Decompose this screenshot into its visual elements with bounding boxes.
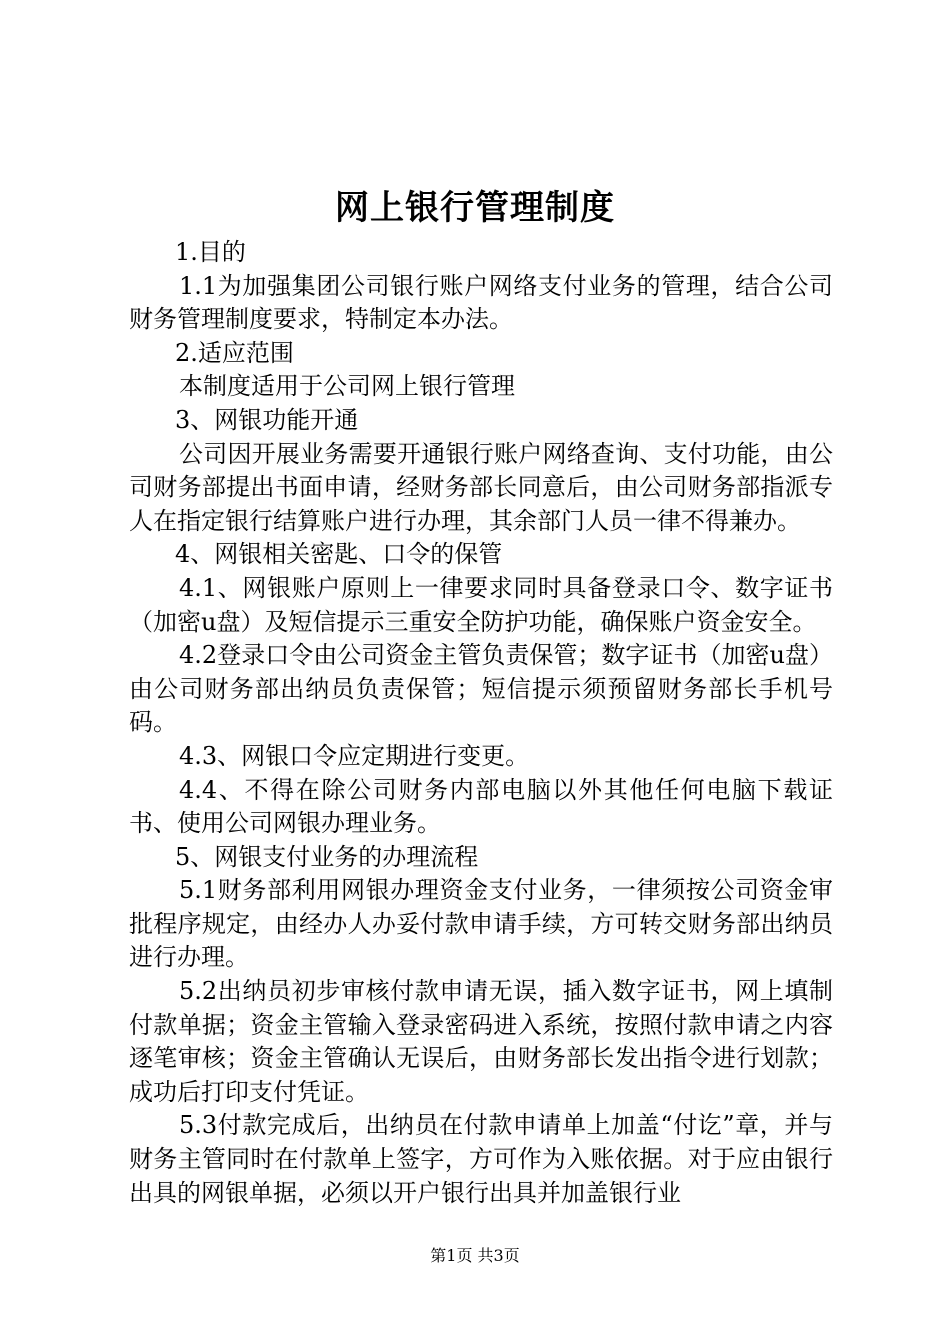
document-body [129,236,833,1210]
document-title: 网上银行管理制度 [335,188,615,228]
paragraph: 1.1为加强集团公司银行账户网络支付业务的管理，结合公司财务管理制度要求，特制定本办法。 [129,271,833,334]
paragraph: 4.3、网银口令应定期进行变更。 [179,741,530,770]
section-heading: 4、网银相关密匙、口令的保管 [175,540,503,569]
paragraph: 4.2登录口令由公司资金主管负责保管；数字证书（加密u盘）由公司财务部出纳员负责保管；短信提示须预留财务部长手机号码。 [129,641,833,737]
page-number-footer: 第1页 共3页 [430,1246,520,1265]
section-heading: 3、网银功能开通 [175,405,359,434]
paragraph: 4.1、网银账户原则上一律要求同时具备登录口令、数字证书（加密u盘）及短信提示三重安全防护功能，确保账户资金安全。 [129,573,833,636]
paragraph: 5.3付款完成后，出纳员在付款申请单上加盖“付讫”章，并与财务主管同时在付款单上签字，方可作为入账依据。对于应由银行出具的网银单据，必须以开户银行出具并加盖银行业 [129,1111,833,1207]
paragraph: 本制度适用于公司网上银行管理 [179,372,515,401]
section-heading: 2.适应范围 [175,338,294,367]
section-heading: 1.目的 [175,238,246,266]
section-heading: 5、网银支付业务的办理流程 [175,842,479,871]
paragraph: 5.2出纳员初步审核付款申请无误，插入数字证书，网上填制付款单据；资金主管输入登录密码进入系统，按照付款申请之内容逐笔审核；资金主管确认无误后，由财务部长发出指令进行划款；成功后打印支付凭证。 [129,977,833,1106]
paragraph: 5.1财务部利用网银办理资金支付业务，一律须按公司资金审批程序规定，由经办人办妥付款申请手续，方可转交财务部出纳员进行办理。 [129,876,833,972]
paragraph: 公司因开展业务需要开通银行账户网络查询、支付功能，由公司财务部提出书面申请，经财务部长同意后，由公司财务部指派专人在指定银行结算账户进行办理，其余部门人员一律不得兼办。 [129,439,833,535]
paragraph: 4.4、不得在除公司财务内部电脑以外其他任何电脑下载证书、使用公司网银办理业务。 [129,775,833,838]
